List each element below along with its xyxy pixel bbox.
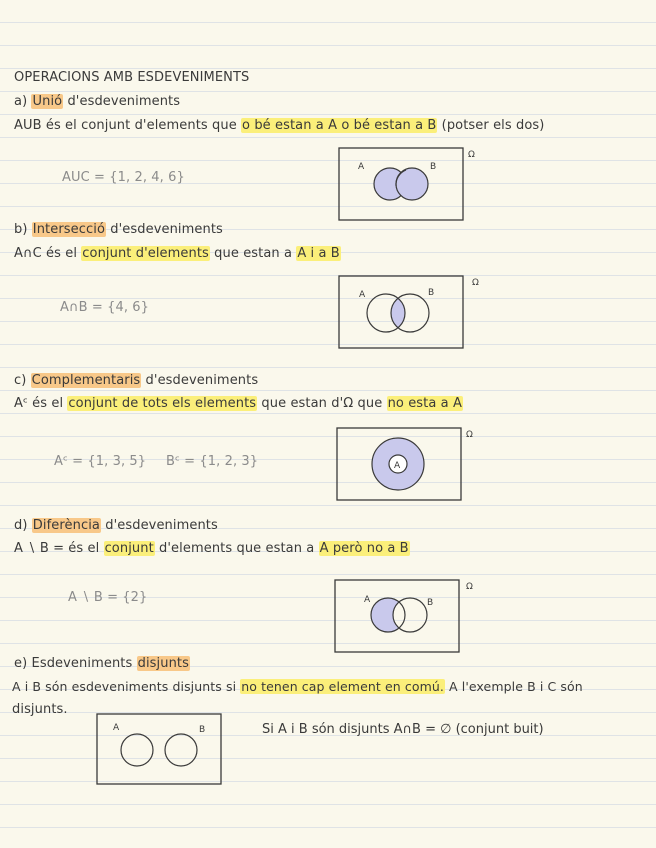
union-definition xyxy=(14,118,544,133)
term-highlight: Diferència xyxy=(32,518,100,533)
complement-example-b: Bᶜ = {1, 2, 3} xyxy=(166,454,259,469)
set-a-circle xyxy=(121,734,153,766)
complement-example-a: Aᶜ = {1, 3, 5} xyxy=(54,454,147,469)
section-prefix: e) Esdeveniments xyxy=(14,656,133,671)
omega-label: Ω xyxy=(472,278,479,288)
term-highlight: Unió xyxy=(32,94,63,109)
complement-venn-diagram xyxy=(336,426,476,502)
section-prefix: d) xyxy=(14,518,28,533)
section-suffix: d'esdeveniments xyxy=(110,222,223,237)
definition-highlight: conjunt de tots els elements xyxy=(68,396,257,411)
label-a: A xyxy=(113,723,120,733)
definition-highlight: o bé estan a A o bé estan a B xyxy=(242,118,437,133)
difference-example: A ∖ B = {2} xyxy=(68,590,148,605)
disjoint-venn-diagram xyxy=(96,712,226,788)
section-prefix: a) xyxy=(14,94,28,109)
definition-text: AUB és el conjunt d'elements que xyxy=(14,118,237,133)
section-intersection-heading xyxy=(14,222,223,237)
definition-text: A∩C és el xyxy=(14,246,78,261)
disjoint-definition-line2: disjunts. xyxy=(12,702,68,717)
section-suffix: d'esdeveniments xyxy=(105,518,218,533)
label-b: B xyxy=(430,162,437,172)
union-venn-diagram xyxy=(338,146,478,222)
section-prefix: b) xyxy=(14,222,28,237)
definition-text: A ∖ B = és el xyxy=(14,541,100,556)
definition-highlight: no tenen cap element en comú. xyxy=(241,679,444,694)
intersection-venn-diagram xyxy=(338,274,488,350)
disjoint-note: Si A i B són disjunts A∩B = ∅ (conjunt buit) xyxy=(262,722,544,737)
term-highlight: Complementaris xyxy=(31,373,141,388)
label-a: A xyxy=(359,290,366,300)
definition-text-mid: d'elements que estan a xyxy=(159,541,315,556)
section-complement-heading xyxy=(14,373,258,388)
omega-label: Ω xyxy=(466,582,473,592)
section-disjoint-heading xyxy=(14,656,190,671)
definition-text-mid: que estan a xyxy=(214,246,293,261)
label-b: B xyxy=(199,725,206,735)
union-example: AUC = {1, 2, 4, 6} xyxy=(62,170,185,185)
label-a: A xyxy=(358,162,365,172)
label-a: A xyxy=(394,461,401,471)
definition-highlight-2: A i a B xyxy=(297,246,340,261)
set-b-circle xyxy=(165,734,197,766)
section-prefix: c) xyxy=(14,373,27,388)
definition-text-mid: que estan d'Ω que xyxy=(261,396,383,411)
definition-highlight-2: A però no a B xyxy=(319,541,409,556)
label-b: B xyxy=(427,598,434,608)
definition-text-end: A l'exemple B i C són xyxy=(449,679,583,694)
disjoint-definition xyxy=(12,679,583,694)
difference-definition xyxy=(14,541,410,556)
section-difference-heading xyxy=(14,518,218,533)
definition-highlight: conjunt d'elements xyxy=(82,246,209,261)
section-suffix: d'esdeveniments xyxy=(145,373,259,388)
difference-venn-diagram xyxy=(334,578,484,654)
definition-text-end: (potser els dos) xyxy=(441,118,545,133)
term-highlight: Intersecció xyxy=(32,222,106,237)
section-union-heading xyxy=(14,94,180,109)
label-b: B xyxy=(428,288,435,298)
definition-highlight: conjunt xyxy=(104,541,154,556)
page-title: OPERACIONS AMB ESDEVENIMENTS xyxy=(14,70,250,85)
definition-text: Aᶜ és el xyxy=(14,396,64,411)
complement-definition xyxy=(14,396,463,411)
definition-highlight-2: no esta a A xyxy=(387,396,462,411)
intersection-definition xyxy=(14,246,341,261)
omega-label: Ω xyxy=(466,430,473,440)
label-a: A xyxy=(364,595,371,605)
definition-text: A i B són esdeveniments disjunts si xyxy=(12,679,237,694)
intersection-example: A∩B = {4, 6} xyxy=(60,300,150,315)
omega-label: Ω xyxy=(468,150,475,160)
section-suffix: d'esdeveniments xyxy=(67,94,181,109)
term-highlight: disjunts xyxy=(137,656,189,671)
